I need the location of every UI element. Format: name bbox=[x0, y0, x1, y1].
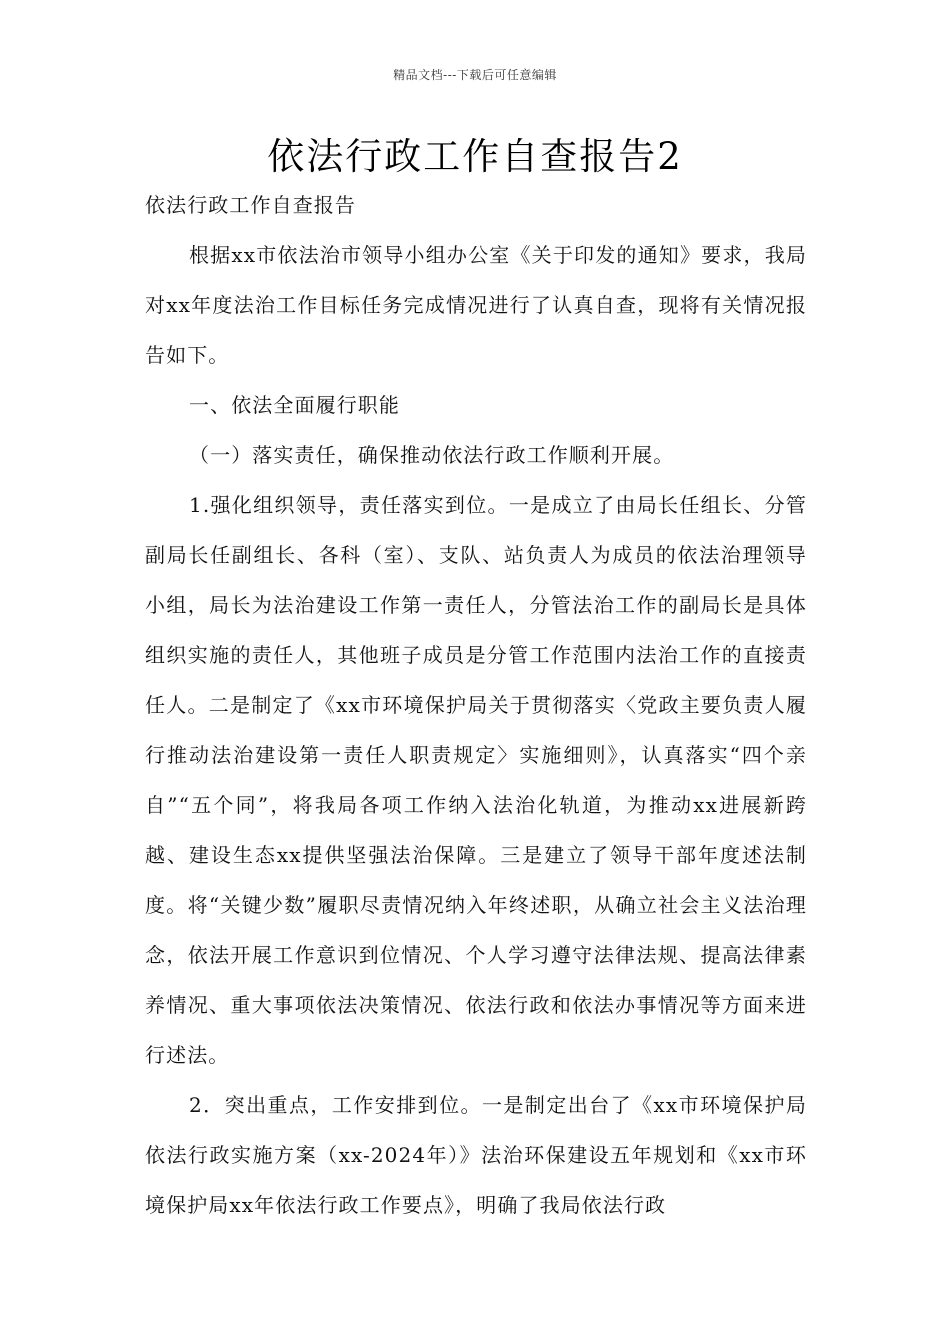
page-header-note: 精品文档---下载后可任意编辑 bbox=[393, 68, 557, 82]
document-title: 依法行政工作自查报告2 bbox=[267, 135, 683, 178]
body-paragraph-2: 2．突出重点，工作安排到位。一是制定出台了《xx市环境保护局依法行政实施方案（xx-2024年）》法治环保建设五年规划和《xx市环境保护局xx年依法行政工作要点》，明确了我局依法行政 bbox=[145, 1093, 807, 1217]
subtitle-paragraph: 依法行政工作自查报告 bbox=[145, 193, 356, 217]
document-body bbox=[145, 180, 807, 1230]
body-paragraph-1: 1.强化组织领导，责任落实到位。一是成立了由局长任组长、分管副局长任副组长、各科（室）、支队、站负责人为成员的依法治理领导小组，局长为法治建设工作第一责任人，分管法治工作的副局长是具体组织实施的责任人，其他班子成员是分管工作范围内法治工作的直接责任人。二是制定了《xx市环境保护局关于贯彻落实〈党政主要负责人履行推动法治建设第一责任人职责规定〉实施细则》，认真落实“四个亲自”“五个同”，将我局各项工作纳入法治化轨道，为推动xx进展新跨越、建设生态xx提供坚强法治保障。三是建立了领导干部年度述法制度。将“关键少数”履职尽责情况纳入年终述职，从确立社会主义法治理念，依法开展工作意识到位情况、个人学习遵守法律法规、提高法律素养情况、重大事项依法决策情况、依法行政和依法办事情况等方面来进行述法。 bbox=[145, 493, 807, 1067]
section-heading-1: 一、依法全面履行职能 bbox=[189, 393, 400, 417]
intro-paragraph: 根据xx市依法治市领导小组办公室《关于印发的通知》要求，我局对xx年度法治工作目标任务完成情况进行了认真自查，现将有关情况报告如下。 bbox=[145, 243, 807, 367]
subsection-heading-1: （一）落实责任，确保推动依法行政工作顺利开展。 bbox=[189, 443, 675, 467]
